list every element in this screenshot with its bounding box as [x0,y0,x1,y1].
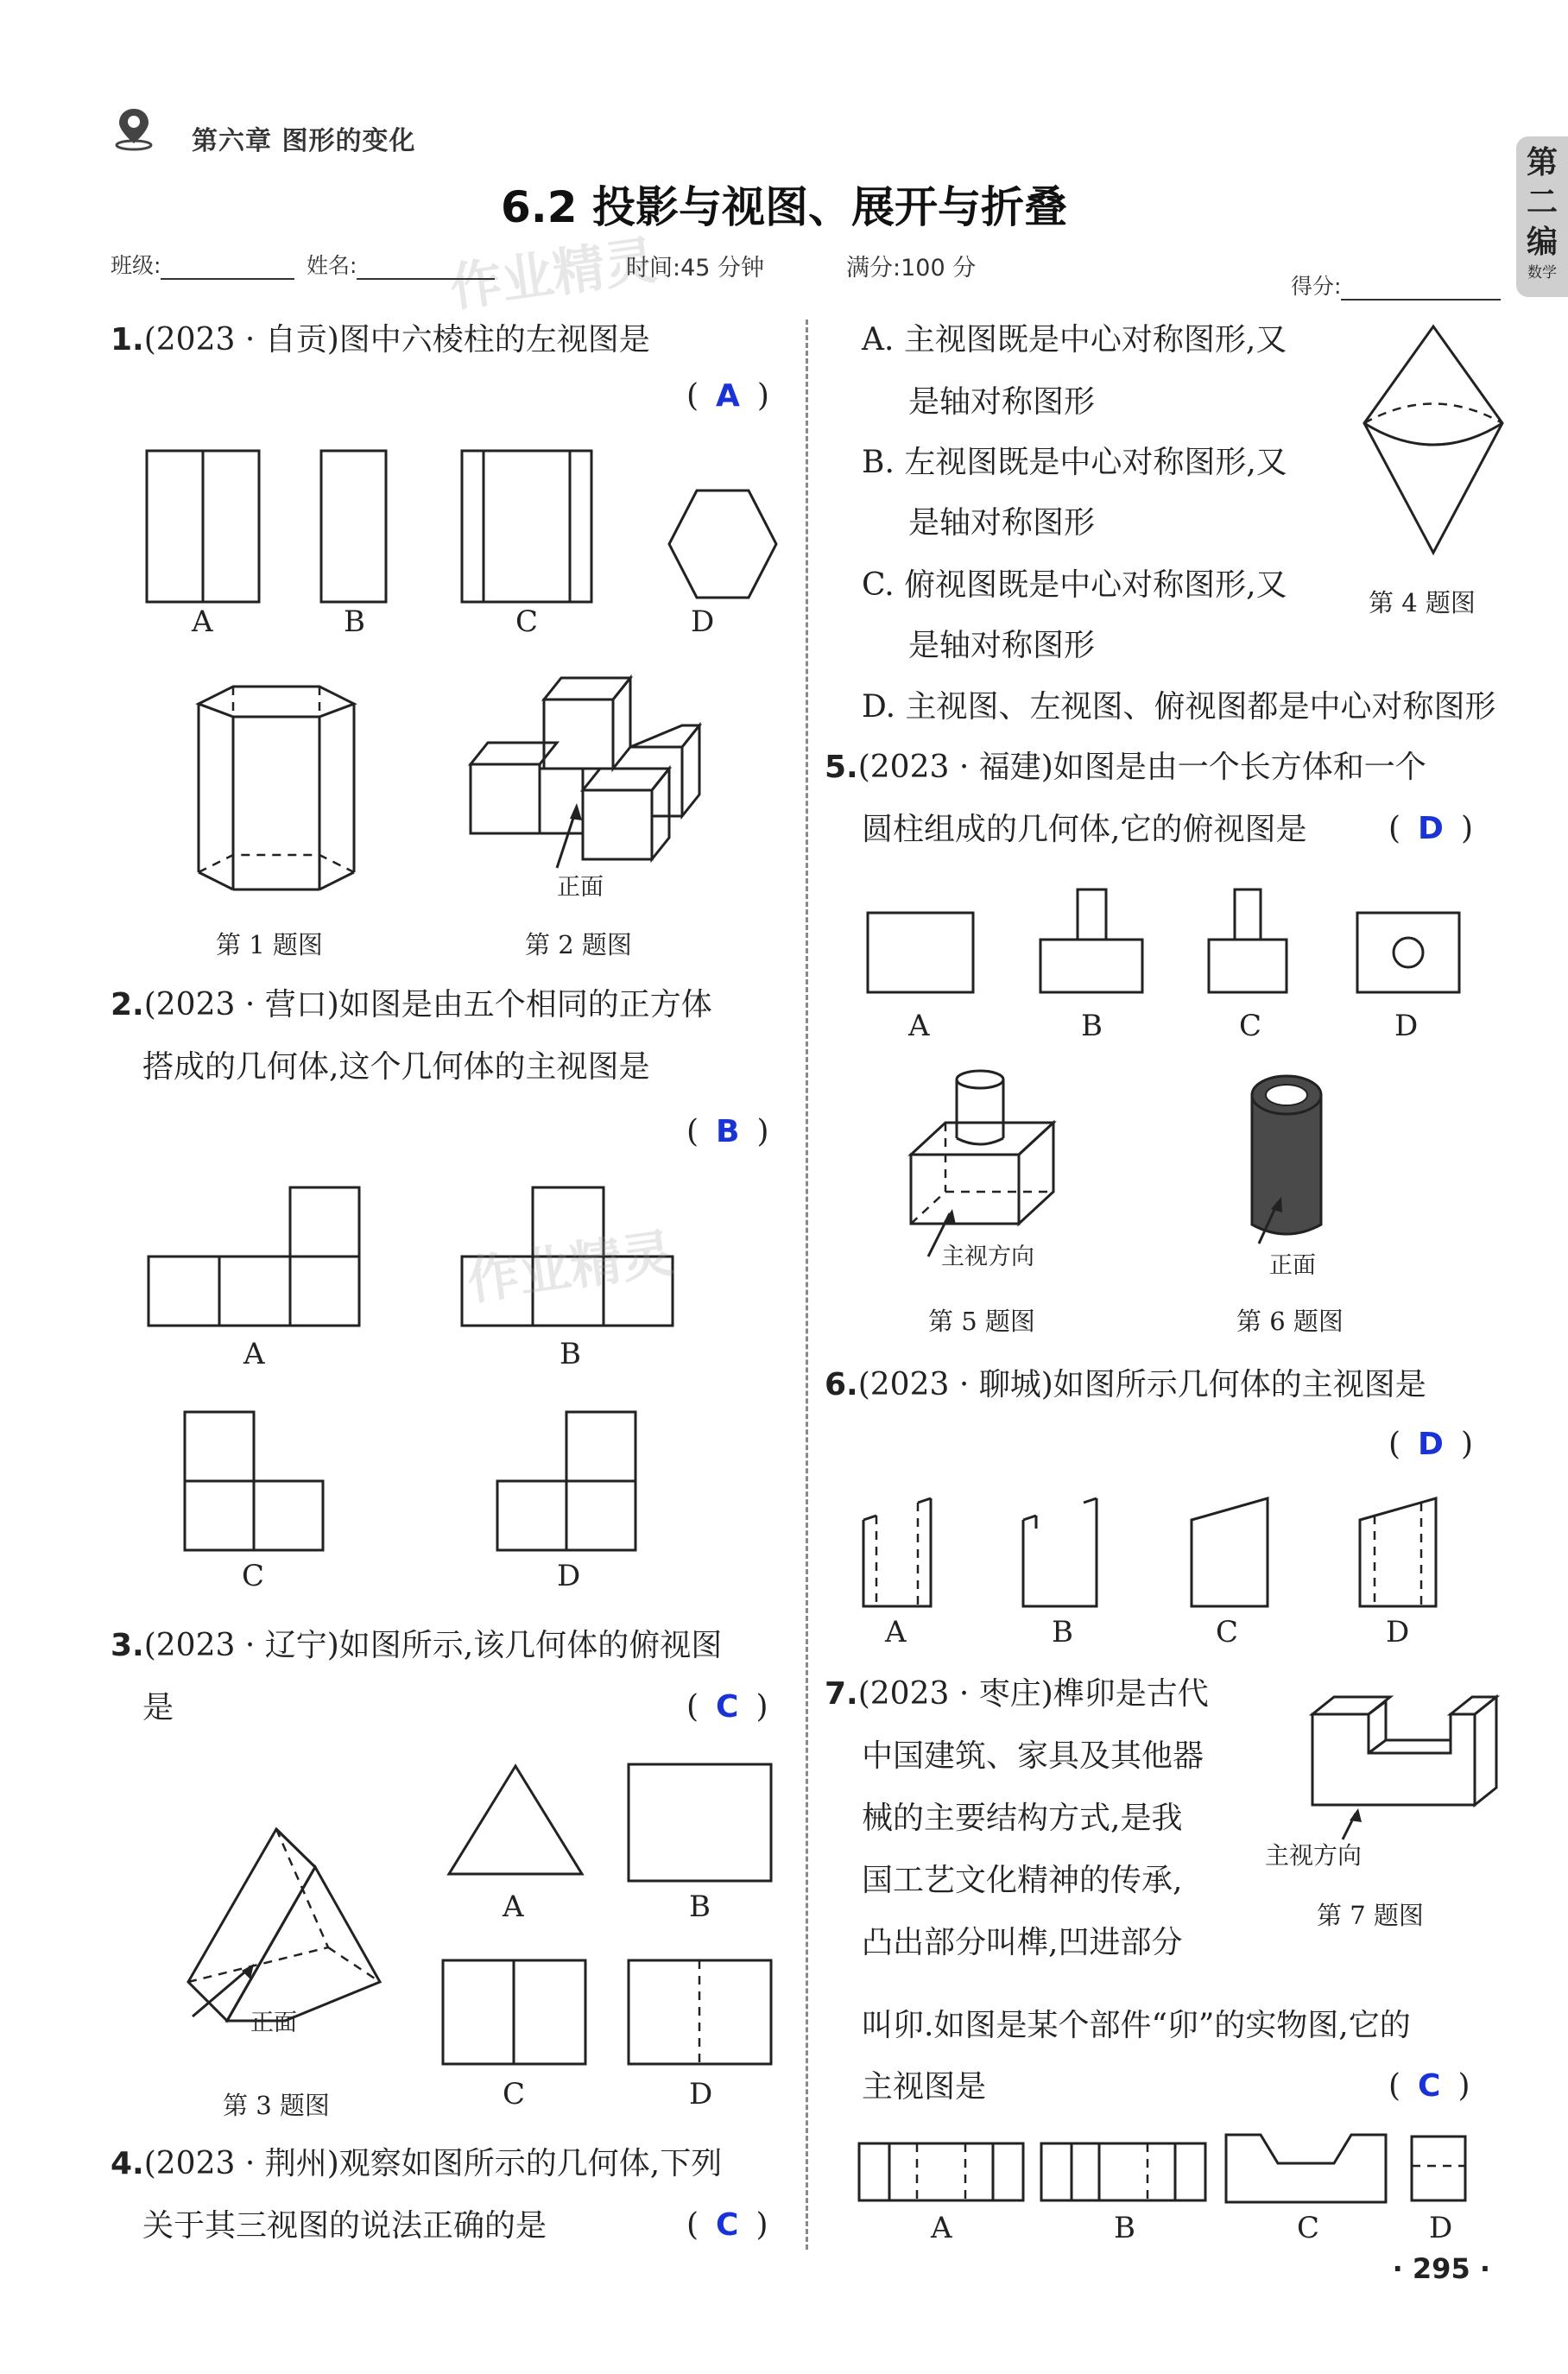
q1-label-b: B [344,605,365,639]
fig4-caption: 第 4 题图 [1369,588,1476,617]
q7-text-line7: 主视图是 [862,2069,987,2105]
q6-text: 6.(2023 · 聊城)如图所示几何体的主视图是 [825,1367,1426,1402]
q2-text-line1: 2.(2023 · 营口)如图是由五个相同的正方体 [111,987,712,1022]
name-field: 姓名: [307,249,495,280]
watermark-2: 作业精灵 [463,1223,678,1313]
q3-label-d: D [689,2077,713,2111]
q7-direction-label: 主视方向 [1265,1841,1363,1870]
q5-text-line1: 5.(2023 · 福建)如图是由一个长方体和一个 [825,750,1426,785]
q5-text-line2: 圆柱组成的几何体,它的俯视图是 [862,812,1307,847]
q5-label-b: B [1081,1009,1103,1043]
fig5-caption: 第 5 题图 [928,1307,1035,1336]
fig6-caption: 第 6 题图 [1236,1307,1344,1336]
q1-answer: ( A ) [686,378,769,414]
chapter-header: 第六章 图形的变化 [192,126,416,156]
q3-text-line1: 3.(2023 · 辽宁)如图所示,该几何体的俯视图 [111,1628,723,1663]
class-field: 班级: [111,249,294,280]
q4-option-d: D. 主视图、左视图、俯视图都是中心对称图形 [862,689,1496,725]
q2-label-c: C [242,1559,265,1593]
q6-answer: ( D ) [1388,1427,1473,1462]
q2-text-line2: 搭成的几何体,这个几何体的主视图是 [142,1049,650,1085]
q7-label-b: B [1114,2211,1135,2245]
q6-label-d: D [1386,1615,1410,1649]
q5-label-d: D [1394,1009,1419,1043]
q7-label-d: D [1429,2211,1453,2245]
page-number: · 295 · [1392,2252,1490,2285]
q3-front-label: 正面 [250,2010,297,2036]
q7-label-c: C [1297,2211,1320,2245]
full-score: 满分:100 分 [846,255,977,282]
q4-text-line2: 关于其三视图的说法正确的是 [142,2208,547,2244]
fig3-caption: 第 3 题图 [223,2091,330,2120]
q7-text-line2: 中国建筑、家具及其他器 [862,1738,1204,1774]
fig1-caption: 第 1 题图 [216,930,323,959]
q6-label-a: A [885,1615,907,1649]
time-limit: 时间:45 分钟 [626,255,765,282]
score-field: 得分: [1291,269,1501,301]
q3-label-a: A [503,1890,524,1924]
fig2-caption: 第 2 题图 [525,930,632,959]
q2-answer: ( B ) [686,1114,769,1149]
q7-label-a: A [931,2211,952,2245]
side-tab-sub: 数学 [1527,264,1557,282]
q7-text-line6: 叫卯.如图是某个部件“卯”的实物图,它的 [862,2008,1411,2043]
q5-direction-label: 主视方向 [941,1244,1034,1270]
q3-answer: ( C ) [686,1689,768,1725]
q3-label-b: B [689,1890,711,1924]
q2-label-b: B [560,1337,581,1371]
q4-text-line1: 4.(2023 · 荆州)观察如图所示的几何体,下列 [111,2146,723,2181]
q2-label-d: D [557,1559,581,1593]
q4-option-c-cont: 是轴对称图形 [908,628,1096,663]
location-pin-icon [112,105,155,150]
fig7-caption: 第 7 题图 [1317,1901,1424,1930]
q1-label-d: D [691,605,715,639]
q1-text: 1.(2023 · 自贡)图中六棱柱的左视图是 [111,322,650,358]
q7-text-line1: 7.(2023 · 枣庄)榫卯是古代 [825,1676,1209,1712]
q4-option-b-cont: 是轴对称图形 [908,505,1096,541]
q7-answer: ( C ) [1388,2068,1470,2104]
q6-front-label: 正面 [1269,1252,1316,1279]
q1-label-c: C [515,605,539,639]
page-title: 6.2 投影与视图、展开与折叠 [501,182,1067,232]
q2-label-a: A [243,1337,265,1371]
q7-text-line3: 械的主要结构方式,是我 [862,1801,1183,1836]
q5-answer: ( D ) [1388,811,1473,846]
q4-option-b: B. 左视图既是中心对称图形,又 [862,445,1287,480]
q6-label-b: B [1052,1615,1073,1649]
column-divider [806,320,808,2250]
q7-text-line5: 凸出部分叫榫,凹进部分 [862,1925,1183,1960]
side-tab [1516,136,1568,297]
q4-option-c: C. 俯视图既是中心对称图形,又 [862,567,1287,603]
q6-label-c: C [1216,1615,1239,1649]
q2-front-label: 正面 [557,874,604,901]
q4-answer: ( C ) [686,2207,768,2243]
q3-text-line2: 是 [142,1690,174,1725]
q5-label-c: C [1239,1009,1262,1043]
q1-label-a: A [192,605,213,639]
q7-text-line4: 国工艺文化精神的传承, [862,1863,1183,1898]
watermark: 作业精灵 [446,230,661,320]
q4-option-a-cont: 是轴对称图形 [908,384,1096,420]
q4-option-a: A. 主视图既是中心对称图形,又 [862,322,1287,358]
q5-label-a: A [908,1009,930,1043]
q7-options-figure [0,0,1,1]
side-tab-text: 第二编 [1526,145,1558,260]
q3-label-c: C [503,2077,526,2111]
